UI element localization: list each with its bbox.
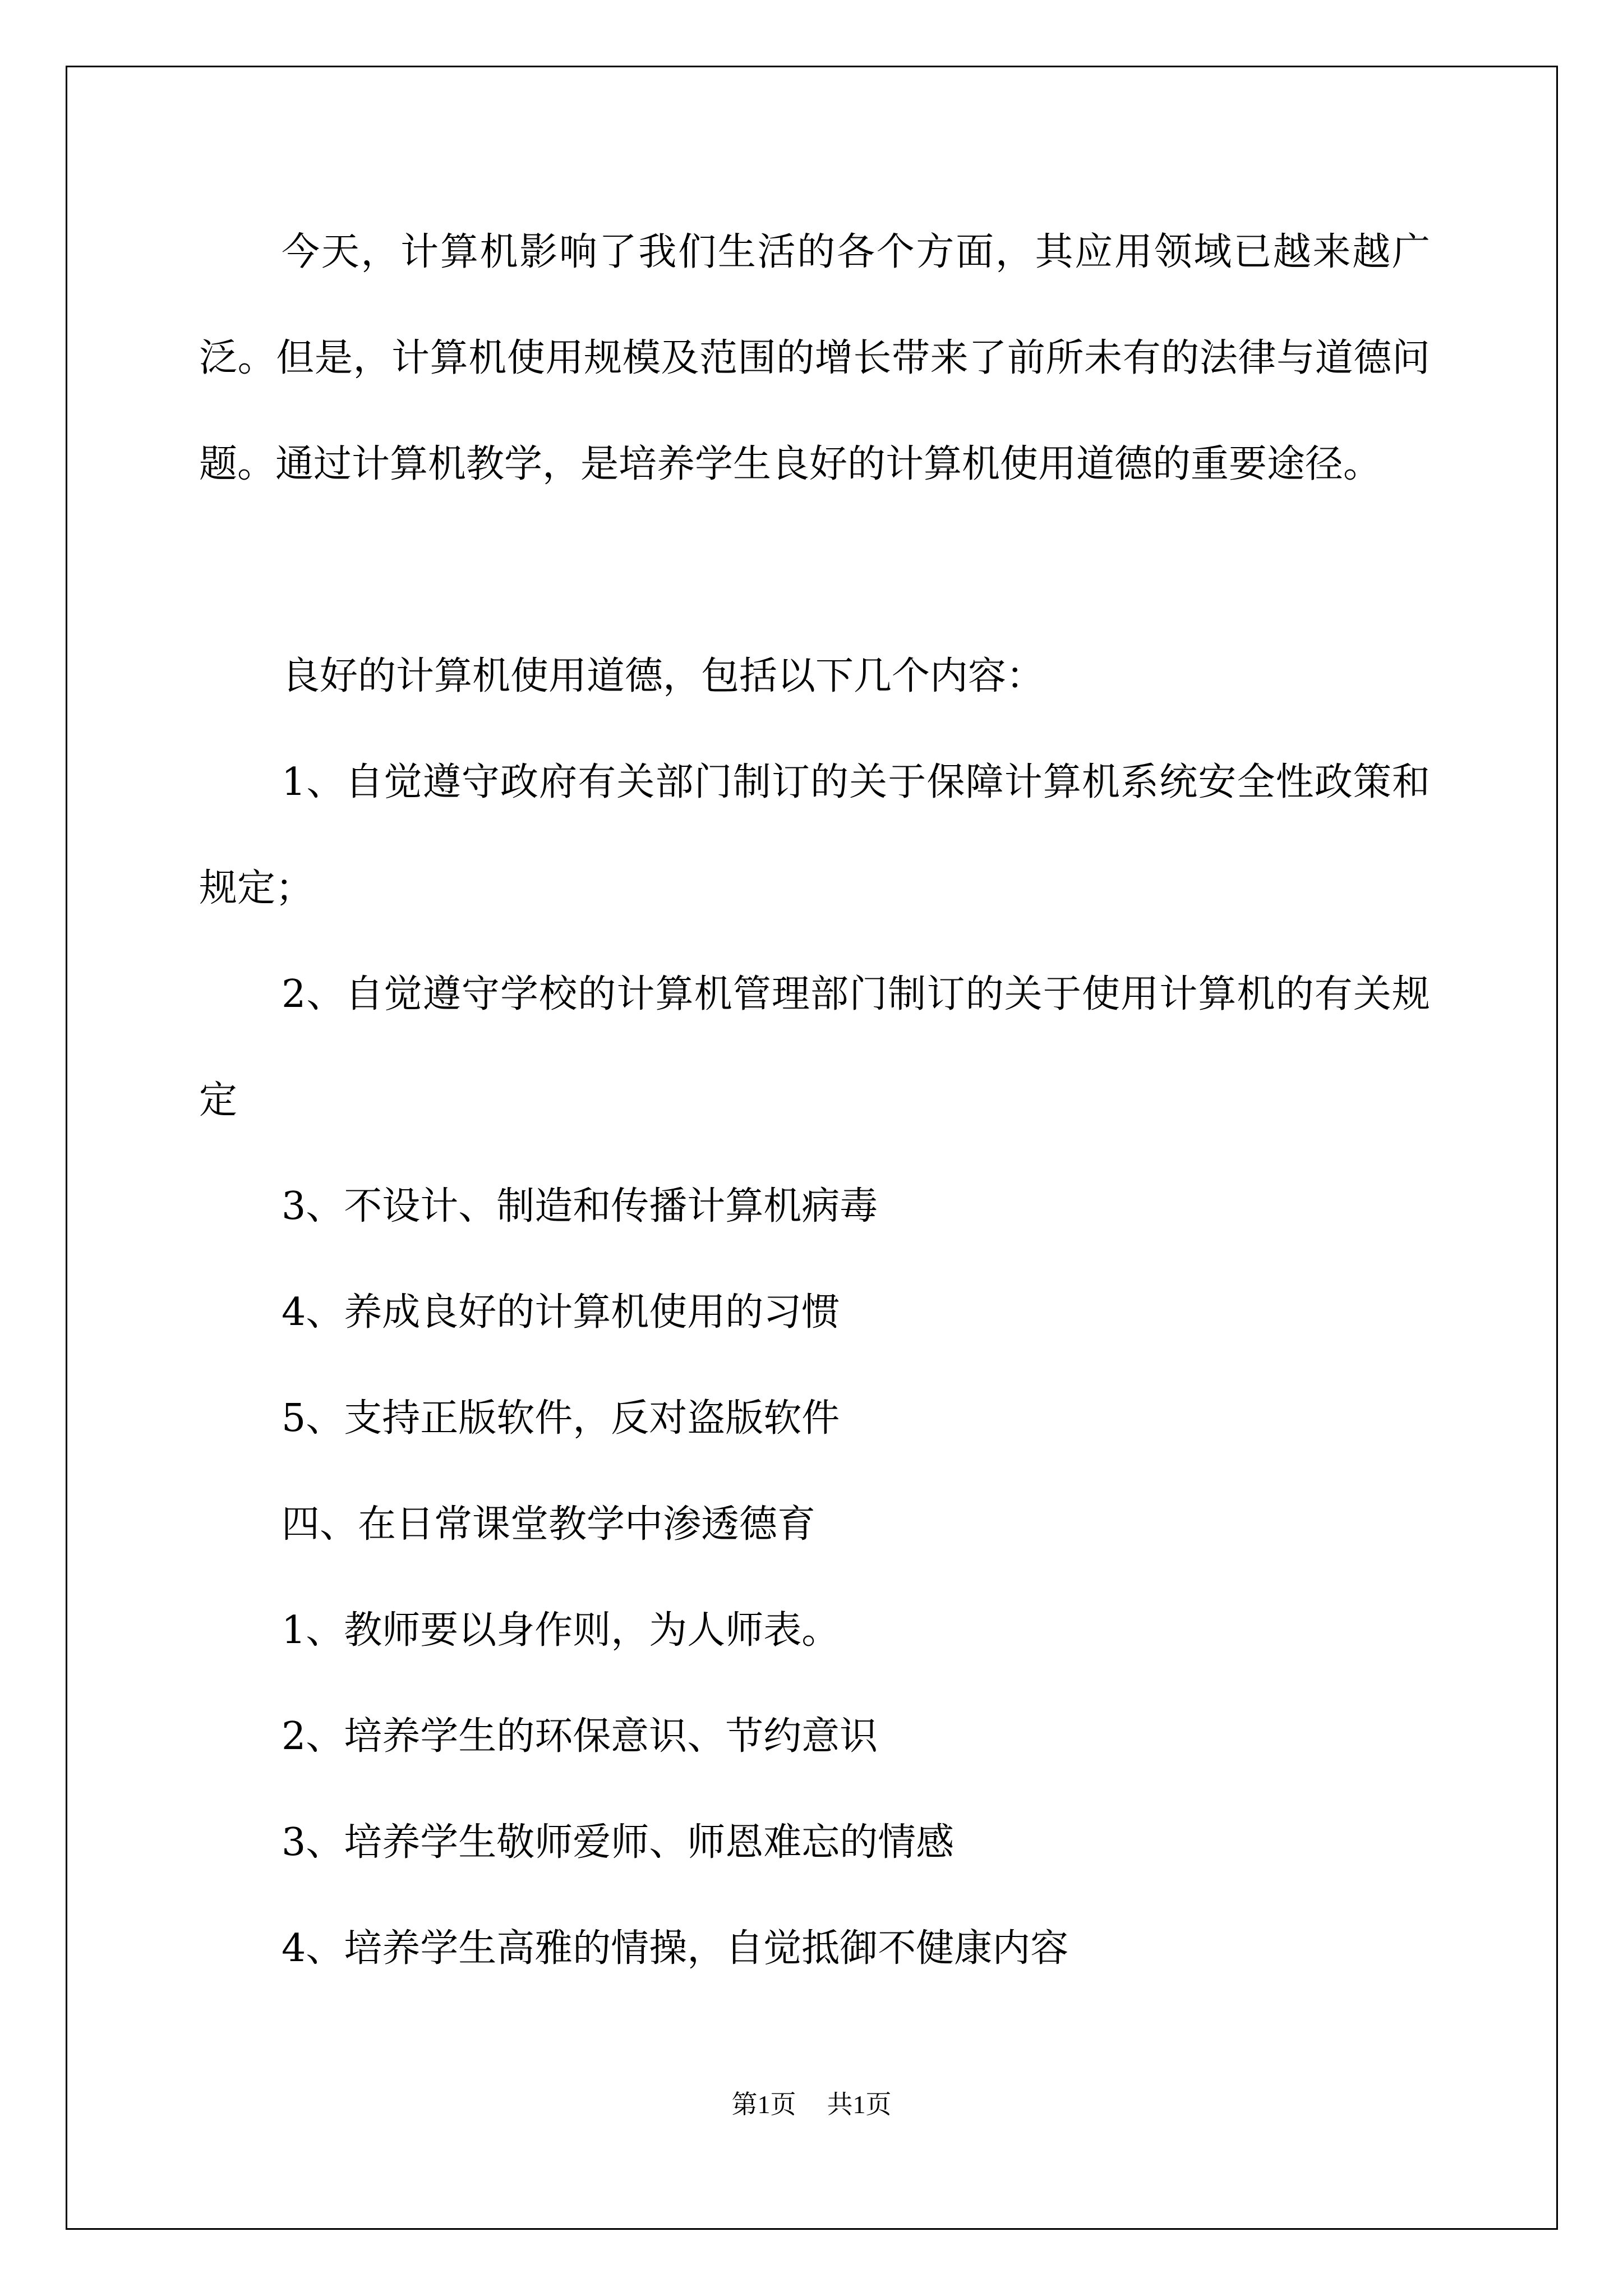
paragraph-item-5: 5、支持正版软件，反对盗版软件 <box>282 1396 840 1441</box>
paragraph-section-item-2: 2、培养学生的环保意识、节约意识 <box>282 1714 878 1759</box>
paragraph-item-4: 4、养成良好的计算机使用的习惯 <box>282 1290 840 1335</box>
paragraph-section-item-3: 3、培养学生敬师爱师、师恩难忘的情感 <box>282 1820 955 1865</box>
page-number: 第1页 <box>731 2090 796 2119</box>
paragraph-section-item-4: 4、培养学生高雅的情操，自觉抵御不健康内容 <box>282 1926 1069 1971</box>
paragraph-item-1: 1、自觉遵守政府有关部门制订的关于保障计算机系统安全性政策和规定； <box>199 760 1430 910</box>
paragraph-section-item-1: 1、教师要以身作则，为人师表。 <box>282 1608 840 1653</box>
paragraph-intro: 今天，计算机影响了我们生活的各个方面，其应用领域已越来越广泛。但是，计算机使用规模及范围的增长带来了前所未有的法律与道德问题。通过计算机教学，是培养学生良好的计算机使用道德的重要途径。 <box>199 230 1430 486</box>
paragraph-item-3: 3、不设计、制造和传播计算机病毒 <box>282 1184 878 1228</box>
paragraph-list-intro: 良好的计算机使用道德，包括以下几个内容： <box>282 654 1045 698</box>
page-footer <box>0 2084 1623 2121</box>
page-total: 共1页 <box>827 2090 892 2119</box>
section-heading: 四、在日常课堂教学中渗透德育 <box>282 1502 816 1547</box>
paragraph-item-2: 2、自觉遵守学校的计算机管理部门制订的关于使用计算机的有关规定 <box>199 972 1430 1122</box>
